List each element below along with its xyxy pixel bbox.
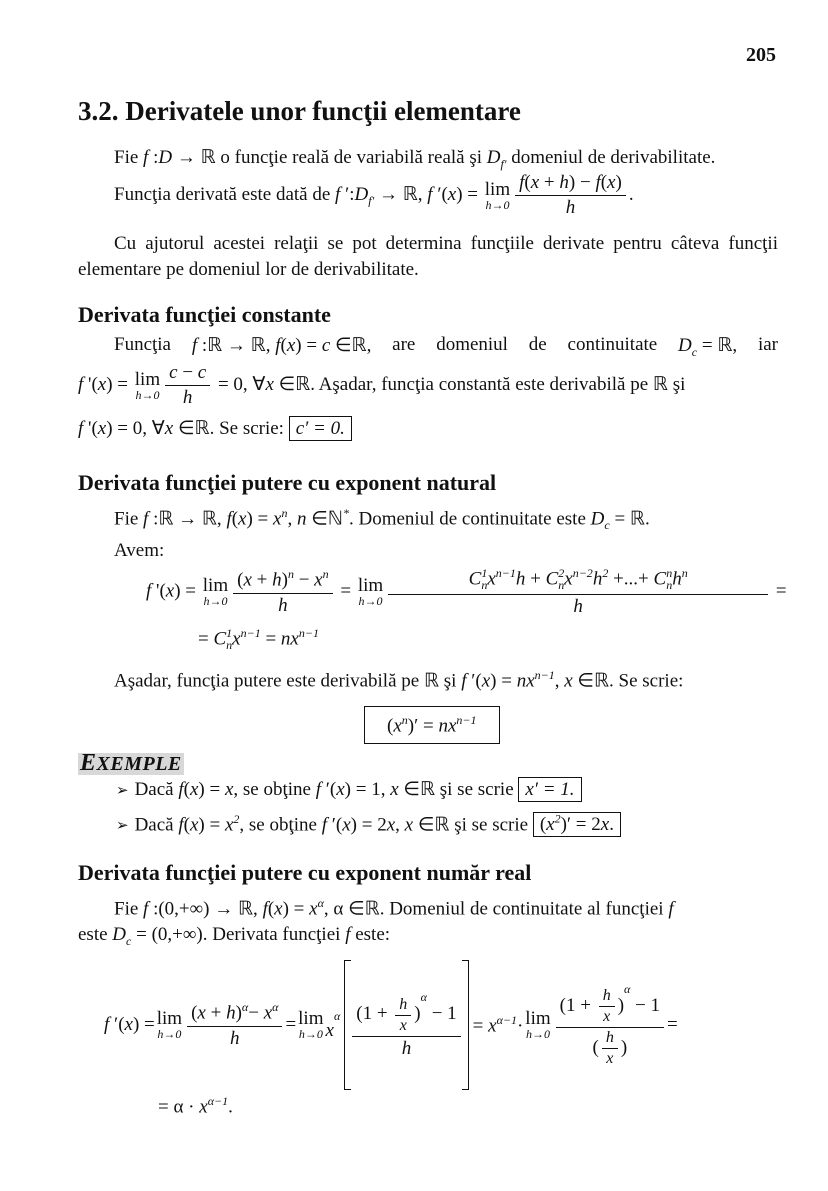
- real-power-line-1: Fie f :(0,+∞) → ℝ, $f(x) = x^\alpha$, α ∈ℝ. Domeniul de continuitate al funcţiei f: [114, 896, 674, 920]
- natural-power-result: = $C^1_nx^{n-1} = nx^{n-1}$: [198, 626, 319, 653]
- intro-line-2: Funcţia derivată este dată de f $':D_{f'}$ → ℝ, f ′(x) = lim h→0 $\frac{f(x + h) - f(x)}{h}$ .: [114, 172, 634, 218]
- example-item-1: ➢ Dacă f(x) = x, se obţine f ′(x) = 1, x ∈ℝ şi se scrie x′ = 1.: [116, 778, 582, 801]
- natural-power-line-1: Fie f :ℝ → ℝ, $f(x) = x^n$, n ∈ℕ*. Domeniul de continuitate este $D_c$ = ℝ.: [114, 506, 650, 533]
- real-power-derivation: f ′(x) = lim h→0 $\frac{(x + h)^\alpha- x^\alpha}{h}$ = lim h→0 $x^\alpha$ (1 + $\frac{h}{x}$ )$^\alpha$ − 1 h = $x^{\alpha-1}\cdot$ lim h→0 (1 + $\frac{h}{x}$ )$^\alpha$ − 1 ( $\frac{h}{x}$ ) =: [104, 960, 678, 1090]
- boxed-example-1: x′ = 1.: [518, 777, 581, 802]
- section-heading-constant: Derivata funcţiei constante: [78, 302, 331, 327]
- boxed-power-rule: $(x^n)' = nx^{n-1}$: [364, 706, 500, 744]
- intro-paragraph: Cu ajutorul acestei relaţii se pot determina funcţiile derivate pentru câteva funcţii elementare pe domeniul lor de derivabilitate.: [78, 233, 778, 280]
- section-heading-real-power: Derivata funcţiei putere cu exponent număr real: [78, 860, 532, 885]
- constant-line-3: f '(x) = 0, ∀x ∈ℝ. Se scrie: c′ = 0.: [78, 417, 352, 440]
- natural-power-conclusion: Aşadar, funcţia putere este derivabilă pe ℝ şi f $'(x) = nx^{n-1}$, x ∈ℝ. Se scrie:: [114, 668, 684, 692]
- difference-quotient: $\frac{f(x + h) - f(x)}{h}$: [515, 172, 626, 219]
- arrow-bullet-icon: ➢: [116, 783, 129, 799]
- intro-line-2-text: Funcţia derivată este dată de: [114, 183, 331, 205]
- constant-line-1: Funcţia f :ℝ → ℝ, f(x) = c ∈ℝ, are domeniul de continuitate $D_c$ = ℝ, iar: [114, 334, 778, 359]
- boxed-constant-rule: c′ = 0.: [289, 416, 352, 441]
- constant-line-2: f '(x) = lim h→0 $\frac{c - c}{h}$ = 0, ∀x ∈ℝ. Aşadar, funcţia constantă este derivabilă pe ℝ şi: [78, 362, 686, 408]
- natural-power-derivation: f '(x) = lim h→0 $\frac{(x + h)^n - x^n}{h}$ = lim h→0 $\frac{C^1_nx^{n-1}h + C^2_nx^{n-2}h^2 +...+ C^n_nh^n}{h}$ =: [146, 566, 787, 618]
- arrow-bullet-icon: ➢: [116, 818, 129, 835]
- limit-operator: lim h→0: [484, 178, 511, 212]
- chapter-title: 3.2. Derivatele unor funcţii elementare: [78, 96, 521, 126]
- examples-label: EXEMPLE: [80, 750, 182, 776]
- page-number: 205: [746, 44, 776, 66]
- real-power-line-2: este $D_c = (0,+\infty)$. Derivata funcţiei f este:: [78, 924, 391, 948]
- natural-power-avem: Avem:: [114, 540, 165, 561]
- section-heading-natural-power: Derivata funcţiei putere cu exponent natural: [78, 470, 497, 495]
- boxed-example-2: $(x^2)' = 2x$.: [533, 812, 621, 837]
- real-power-result: = $\alpha \cdot x^{\alpha-1}$.: [158, 1094, 233, 1118]
- intro-line-1: Fie f :D → ℝ o funcţie reală de variabilă reală şi $D_{f'}$ domeniul de derivabilitate.: [114, 147, 716, 171]
- example-item-2: ➢ Dacă $f(x) = x^2$, se obţine f ′(x) = 2x, x ∈ℝ şi se scrie $(x^2)' = 2x$.: [116, 812, 621, 836]
